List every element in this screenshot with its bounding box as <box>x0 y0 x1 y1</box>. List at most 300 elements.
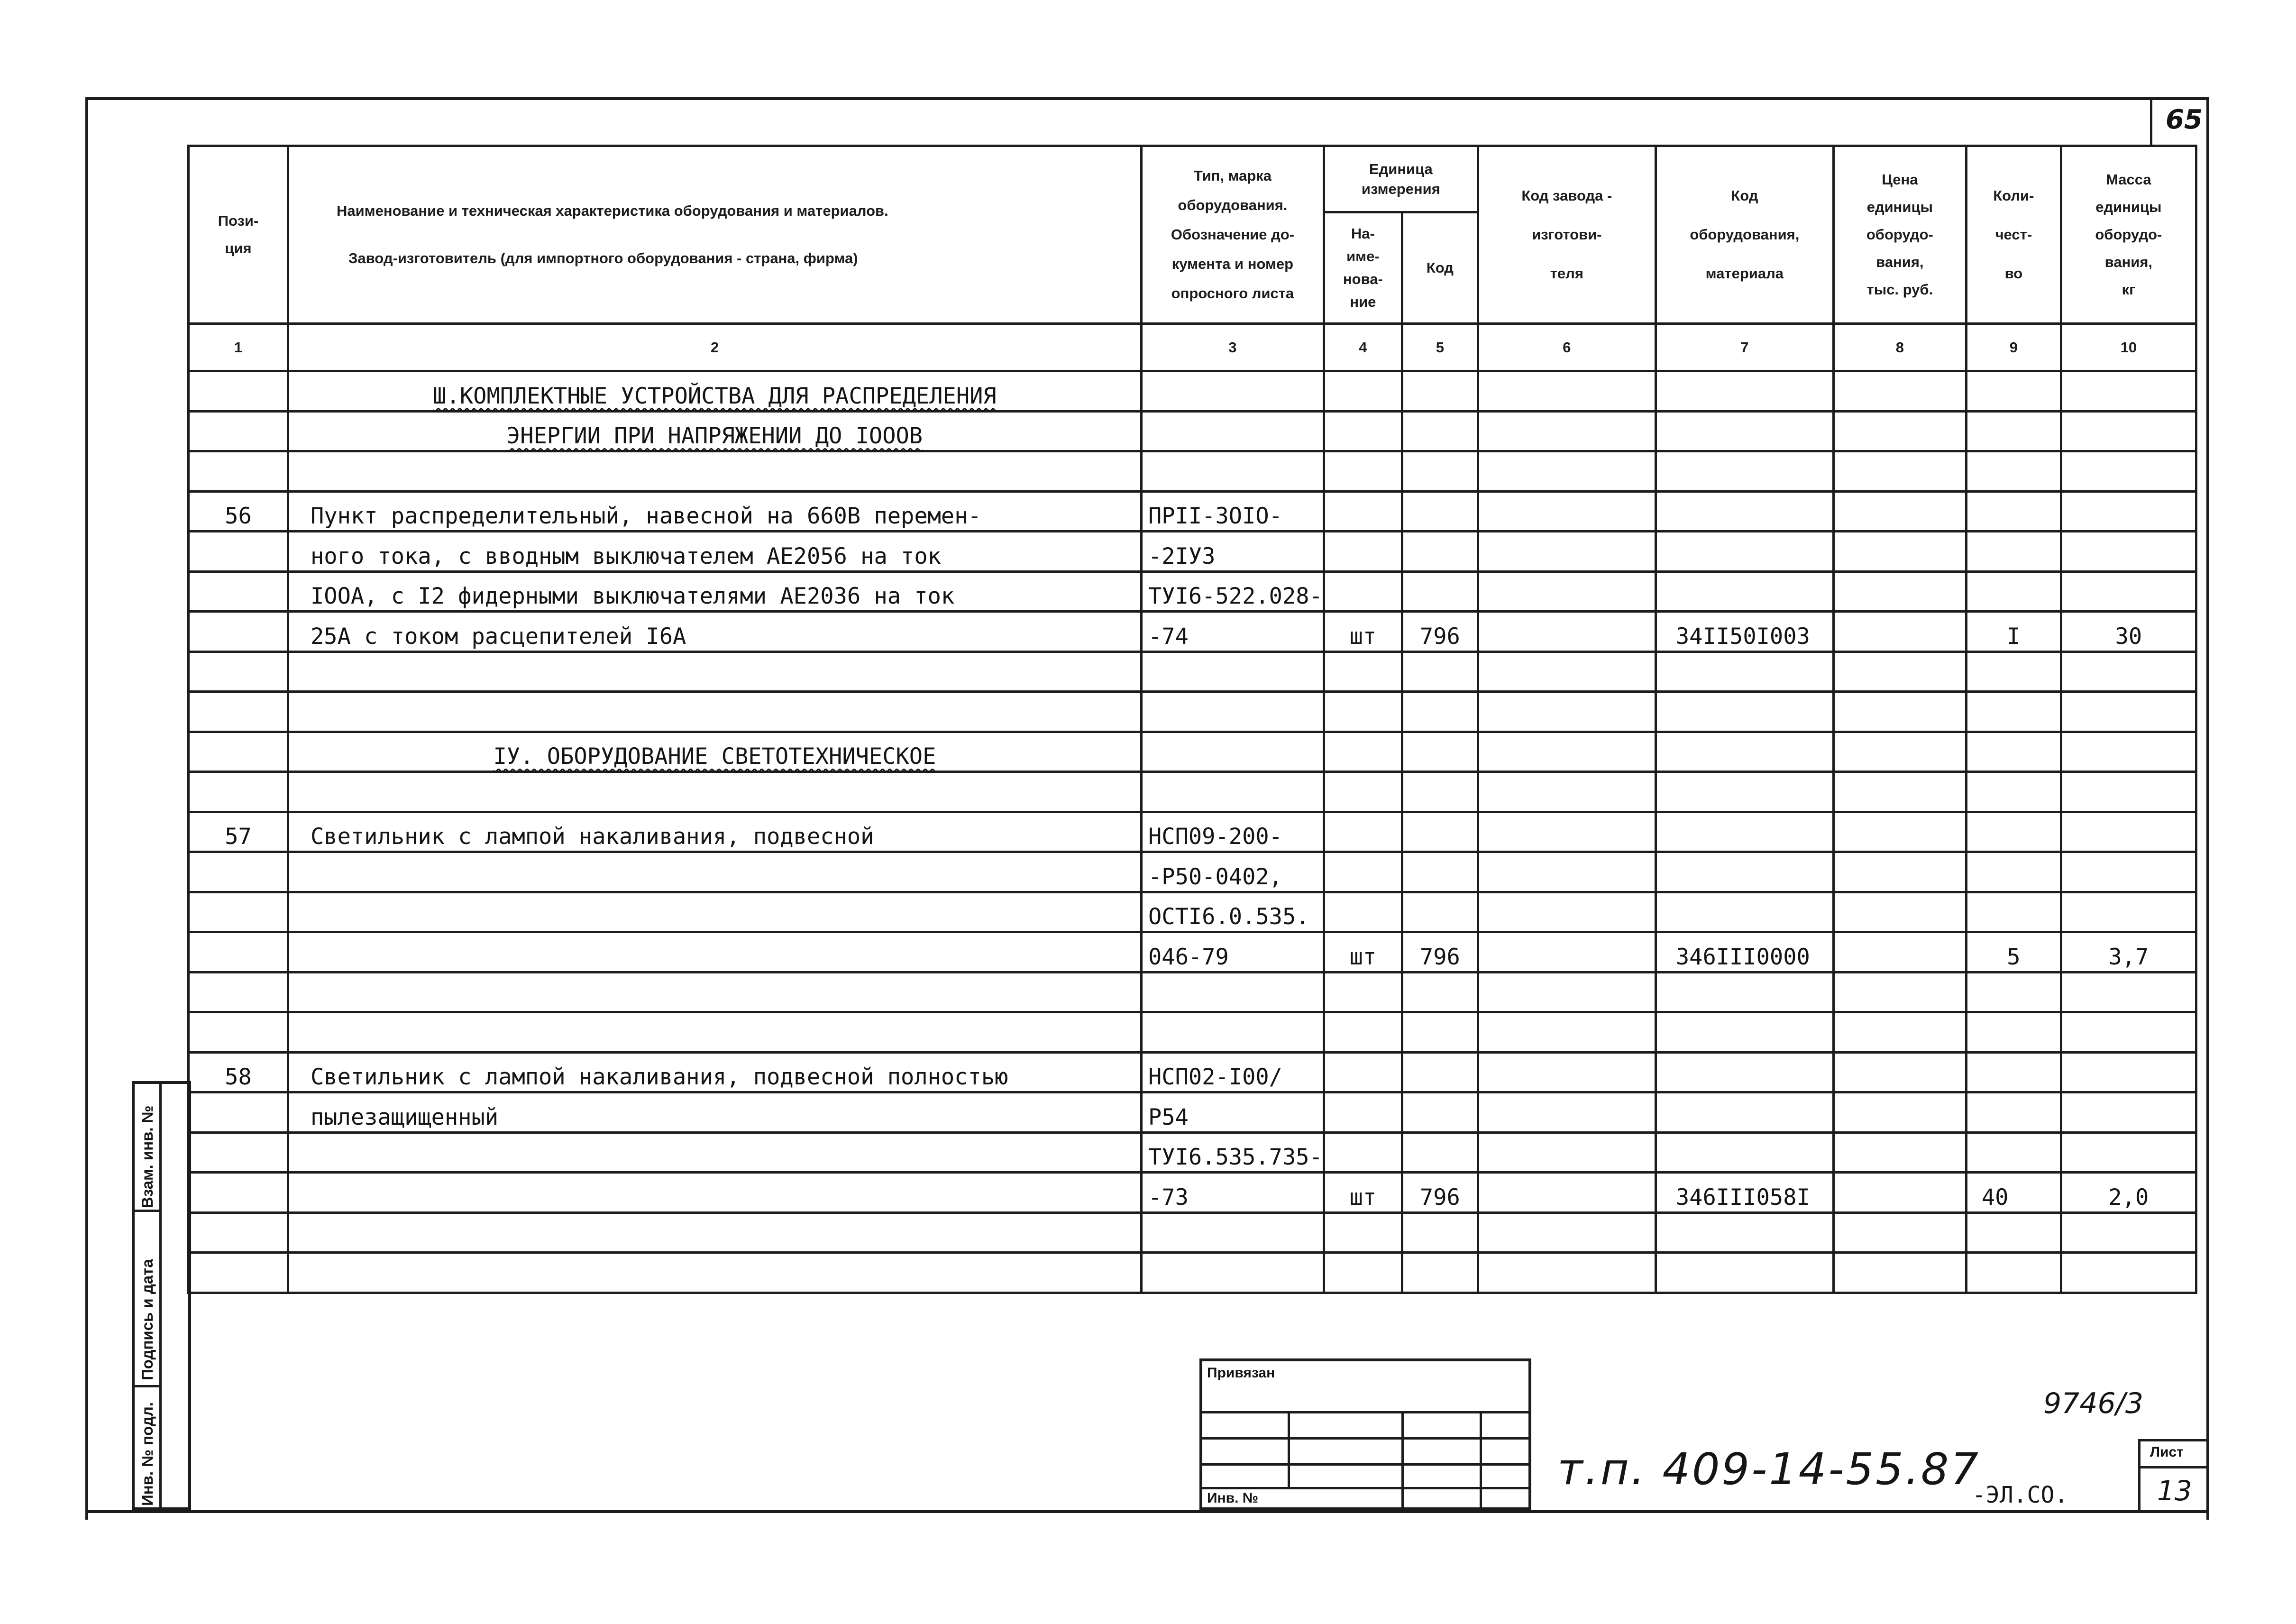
table-cell <box>288 491 1142 532</box>
table-cell <box>1142 1253 1324 1293</box>
cell-text <box>190 930 287 931</box>
table-cell <box>288 612 1142 652</box>
table-row <box>189 612 2196 652</box>
table-row <box>189 932 2196 973</box>
table-cell <box>1656 532 1833 572</box>
table-cell <box>1656 812 1833 852</box>
cell-text: 796 <box>1419 944 1460 970</box>
table-cell <box>1833 772 1966 812</box>
table-cell <box>2061 1173 2196 1213</box>
table-cell <box>189 532 288 572</box>
project-designation: т.п. 409-14-55.87 <box>1557 1444 1980 1495</box>
cell-text: 796 <box>1419 623 1460 650</box>
table-cell <box>1402 932 1478 973</box>
table-cell <box>1966 1253 2061 1293</box>
table-row <box>189 1092 2196 1133</box>
table-cell <box>1324 892 1402 932</box>
table-cell <box>1324 491 1402 532</box>
table-cell <box>1402 1253 1478 1293</box>
table-cell <box>2061 371 2196 412</box>
table-cell <box>189 1173 288 1213</box>
cell-text: шт <box>1349 944 1377 970</box>
table-cell <box>1966 571 2061 612</box>
cell-text: Пункт распределительный, навесной на 660В перемен- <box>311 503 981 529</box>
cell-text <box>190 650 287 651</box>
table-cell <box>189 892 288 932</box>
header-manufacturer-code: Код завода - изготови- теля <box>1478 146 1656 324</box>
cell-text <box>190 449 287 450</box>
table-cell <box>1142 451 1324 492</box>
table-cell <box>1656 732 1833 772</box>
cell-text <box>190 1130 287 1131</box>
table-cell <box>1478 1253 1656 1293</box>
table-row <box>189 1052 2196 1092</box>
table-cell <box>1833 1132 1966 1173</box>
table-cell <box>1966 371 2061 412</box>
table-cell <box>1656 1012 1833 1053</box>
cell-text <box>190 730 287 731</box>
table-cell <box>1966 1052 2061 1092</box>
table-cell <box>189 692 288 732</box>
table-cell <box>189 772 288 812</box>
table-cell <box>189 491 288 532</box>
cell-text: IOOA, с I2 фидерными выключателями АЕ2036 на ток <box>311 583 955 609</box>
table-row <box>189 1132 2196 1173</box>
cell-text: 5 <box>2007 944 2021 970</box>
table-cell <box>1402 892 1478 932</box>
table-cell <box>1478 571 1656 612</box>
cell-text: 34II50I003 <box>1675 623 1810 650</box>
table-cell <box>1402 772 1478 812</box>
table-cell <box>1966 1092 2061 1133</box>
cell-text: Светильник с лампой накаливания, подвесной <box>311 824 874 850</box>
table-cell <box>1478 892 1656 932</box>
table-cell <box>1324 411 1402 451</box>
table-cell <box>1656 1212 1833 1253</box>
table-cell <box>1324 932 1402 973</box>
table-cell <box>1656 1052 1833 1092</box>
table-cell <box>1833 411 1966 451</box>
cell-text: Р54 <box>1148 1104 1189 1130</box>
table-cell <box>1142 1173 1324 1213</box>
table-cell <box>1142 772 1324 812</box>
table-cell <box>1324 371 1402 412</box>
table-cell <box>2061 411 2196 451</box>
table-cell <box>1656 1253 1833 1293</box>
table-cell <box>189 571 288 612</box>
table-cell <box>189 932 288 973</box>
cell-text: Светильник с лампой накаливания, подвесной полностью <box>311 1064 1008 1090</box>
table-cell <box>288 1012 1142 1053</box>
sheet-number: 13 <box>2157 1475 2192 1507</box>
table-cell <box>1478 772 1656 812</box>
table-cell <box>1833 651 1966 692</box>
table-cell <box>1656 772 1833 812</box>
table-cell <box>2061 651 2196 692</box>
side-label-signature-date: Подпись и дата <box>138 1259 156 1380</box>
cell-text <box>190 1050 287 1051</box>
table-cell <box>288 932 1142 973</box>
table-cell <box>1966 1212 2061 1253</box>
cell-text: шт <box>1349 623 1377 650</box>
table-cell <box>189 972 288 1012</box>
table-cell <box>1966 972 2061 1012</box>
stamp-line <box>1401 1411 1404 1511</box>
cell-text: 57 <box>225 824 252 850</box>
table-cell <box>1402 1092 1478 1133</box>
table-cell <box>1142 692 1324 732</box>
equipment-spec-table <box>187 145 2197 1294</box>
table-cell <box>1656 571 1833 612</box>
table-cell <box>288 1052 1142 1092</box>
table-body <box>189 371 2196 1293</box>
cell-text <box>190 770 287 771</box>
table-cell <box>2061 571 2196 612</box>
table-cell <box>1966 411 2061 451</box>
cell-text: -Р50-0402, <box>1148 863 1282 890</box>
stamp-inv-label: Инв. № <box>1207 1490 1259 1506</box>
cell-text: НСП02-I00/ <box>1148 1064 1282 1090</box>
header-equipment-code: Код оборудования, материала <box>1656 146 1833 324</box>
header-unit-name: На- име- нова- ние <box>1324 212 1402 324</box>
table-row <box>189 812 2196 852</box>
table-cell <box>288 651 1142 692</box>
table-cell <box>1324 1132 1402 1173</box>
col-number: 4 <box>1324 324 1402 371</box>
table-row <box>189 972 2196 1012</box>
table-cell <box>1966 812 2061 852</box>
table-cell <box>1833 852 1966 892</box>
cell-text: ТУI6-522.028- <box>1148 583 1323 609</box>
table-cell <box>1142 972 1324 1012</box>
col-number: 7 <box>1656 324 1833 371</box>
table-cell <box>2061 1052 2196 1092</box>
col-number: 6 <box>1478 324 1656 371</box>
table-cell <box>1324 812 1402 852</box>
col-number: 9 <box>1966 324 2061 371</box>
table-cell <box>288 852 1142 892</box>
table-cell <box>189 451 288 492</box>
table-cell <box>1478 491 1656 532</box>
table-cell <box>288 972 1142 1012</box>
table-cell <box>288 532 1142 572</box>
table-cell <box>1324 571 1402 612</box>
table-cell <box>1833 1212 1966 1253</box>
cell-text: IУ. ОБОРУДОВАНИЕ СВЕТОТЕХНИЧЕСКОЕ <box>493 743 936 770</box>
table-row <box>189 772 2196 812</box>
page-number-box <box>2150 97 2209 145</box>
table-cell <box>1142 852 1324 892</box>
table-row <box>189 1212 2196 1253</box>
table-cell <box>2061 532 2196 572</box>
table-row <box>189 451 2196 492</box>
table-cell <box>2061 852 2196 892</box>
table-cell <box>189 1212 288 1253</box>
table-cell <box>1478 1132 1656 1173</box>
table-cell <box>1402 1132 1478 1173</box>
table-cell <box>1966 532 2061 572</box>
col-number: 3 <box>1142 324 1324 371</box>
cell-text: шт <box>1349 1184 1377 1211</box>
table-cell <box>1656 1092 1833 1133</box>
table-cell <box>2061 1212 2196 1253</box>
table-cell <box>1966 892 2061 932</box>
table-cell <box>2061 1132 2196 1173</box>
table-cell <box>1402 1173 1478 1213</box>
cell-text <box>190 489 287 490</box>
table-cell <box>1833 612 1966 652</box>
table-cell <box>1324 1212 1402 1253</box>
table-row <box>189 1012 2196 1053</box>
table-row <box>189 852 2196 892</box>
cell-text <box>190 970 287 971</box>
table-cell <box>2061 1012 2196 1053</box>
cell-text <box>190 569 287 570</box>
table-cell <box>1402 812 1478 852</box>
table-row <box>189 571 2196 612</box>
table-cell <box>1324 651 1402 692</box>
table-cell <box>1833 932 1966 973</box>
cell-text <box>190 689 287 690</box>
cell-text: 58 <box>225 1064 252 1090</box>
cell-text: 796 <box>1419 1184 1460 1211</box>
cell-text: НСП09-200- <box>1148 824 1282 850</box>
stamp-line <box>1480 1411 1482 1511</box>
cell-text: ОСТI6.0.535. <box>1148 904 1309 930</box>
table-cell <box>1324 972 1402 1012</box>
table-cell <box>1966 772 2061 812</box>
cell-text: ПРII-3OIO- <box>1148 503 1282 529</box>
table-cell <box>2061 1092 2196 1133</box>
sheet-box <box>2138 1439 2209 1513</box>
table-cell <box>189 1052 288 1092</box>
table-cell <box>1402 651 1478 692</box>
col-number: 1 <box>189 324 288 371</box>
table-row <box>189 491 2196 532</box>
table-cell <box>1142 1012 1324 1053</box>
cell-text <box>190 1010 287 1011</box>
stamp-bound-block <box>1199 1358 1531 1510</box>
table-cell <box>288 1092 1142 1133</box>
table-cell <box>1833 692 1966 732</box>
table-cell <box>1402 612 1478 652</box>
table-cell <box>288 571 1142 612</box>
table-cell <box>1656 1173 1833 1213</box>
table-cell <box>1324 1173 1402 1213</box>
table-cell <box>189 1012 288 1053</box>
table-cell <box>1656 651 1833 692</box>
table-cell <box>288 1253 1142 1293</box>
table-cell <box>1966 491 2061 532</box>
table-cell <box>1966 1132 2061 1173</box>
table-cell <box>1324 1092 1402 1133</box>
header-type: Тип, марка оборудования. Обозначение до- кумента и номер опросного листа <box>1142 146 1324 324</box>
table-row <box>189 1173 2196 1213</box>
sheet-box-line <box>2140 1466 2209 1468</box>
table-cell <box>1324 732 1402 772</box>
table-cell <box>1656 371 1833 412</box>
table-cell <box>1833 371 1966 412</box>
side-divider <box>159 1084 162 1508</box>
table-cell <box>2061 812 2196 852</box>
table-cell <box>1478 651 1656 692</box>
table-cell <box>1656 932 1833 973</box>
table-cell <box>1324 612 1402 652</box>
side-label-replace-inv: Взам. инв. № <box>138 1105 156 1208</box>
table-cell <box>189 812 288 852</box>
table-cell <box>1478 732 1656 772</box>
table-cell <box>288 692 1142 732</box>
table-cell <box>2061 1253 2196 1293</box>
table-cell <box>1142 1212 1324 1253</box>
cell-text: 346III0000 <box>1675 944 1810 970</box>
cell-text: 3,7 <box>2108 944 2149 970</box>
side-strip <box>132 1081 191 1510</box>
stamp-bound-label: Привязан <box>1207 1365 1275 1381</box>
table-cell <box>2061 451 2196 492</box>
table-cell <box>1324 1253 1402 1293</box>
table-cell <box>1966 651 2061 692</box>
table-cell <box>1656 451 1833 492</box>
table-cell <box>1656 411 1833 451</box>
table-cell <box>189 1092 288 1133</box>
side-label-original-inv: Инв. № подл. <box>138 1402 156 1506</box>
table-cell <box>1402 411 1478 451</box>
table-cell <box>1142 491 1324 532</box>
table-cell <box>1402 451 1478 492</box>
table-cell <box>1833 732 1966 772</box>
table-cell <box>1402 692 1478 732</box>
table-cell <box>2061 892 2196 932</box>
table-cell <box>1656 692 1833 732</box>
cell-text: ЭНЕРГИИ ПРИ НАПРЯЖЕНИИ ДО IOOOB <box>506 423 923 449</box>
cell-text: 30 <box>2115 623 2142 650</box>
cell-text <box>190 409 287 410</box>
cell-text: 046-79 <box>1148 944 1229 970</box>
table-row <box>189 892 2196 932</box>
table-cell <box>1478 1012 1656 1053</box>
header-price: Цена единицы оборудо- вания, тыс. руб. <box>1833 146 1966 324</box>
table-cell <box>288 371 1142 412</box>
cell-text <box>190 890 287 891</box>
page-number: 65 <box>2166 104 2203 135</box>
table-cell <box>2061 932 2196 973</box>
header-unit-group: Единица измерения <box>1324 146 1478 212</box>
table-cell <box>1402 1052 1478 1092</box>
table-cell <box>1478 411 1656 451</box>
table-row <box>189 692 2196 732</box>
table-cell <box>1966 852 2061 892</box>
table-cell <box>1402 732 1478 772</box>
table-cell <box>1656 972 1833 1012</box>
table-cell <box>1656 892 1833 932</box>
table-cell <box>1833 1092 1966 1133</box>
table-cell <box>1142 651 1324 692</box>
table-cell <box>1142 571 1324 612</box>
cell-text: I <box>2007 623 2021 650</box>
table-cell <box>1478 451 1656 492</box>
table-cell <box>2061 491 2196 532</box>
sheet-code: -ЭЛ.СО. <box>1972 1482 2068 1508</box>
table-cell <box>189 852 288 892</box>
table-cell <box>1142 371 1324 412</box>
cell-text: -73 <box>1148 1184 1189 1211</box>
table-cell <box>1966 692 2061 732</box>
table-cell <box>1478 1173 1656 1213</box>
cell-text: ного тока, с вводным выключателем АЕ2056 на ток <box>311 543 941 569</box>
table-row <box>189 532 2196 572</box>
table-cell <box>288 892 1142 932</box>
table-cell <box>1142 812 1324 852</box>
table-cell <box>189 371 288 412</box>
table-cell <box>1478 1052 1656 1092</box>
table-cell <box>1324 852 1402 892</box>
table-cell <box>1833 532 1966 572</box>
table-cell <box>1478 371 1656 412</box>
cell-text <box>190 609 287 610</box>
cell-text: 25А с током расцепителей I6А <box>311 623 686 650</box>
header-row-top <box>189 146 2196 212</box>
table-cell <box>1402 532 1478 572</box>
col-number: 8 <box>1833 324 1966 371</box>
table-cell <box>1478 812 1656 852</box>
table-cell <box>1478 1212 1656 1253</box>
col-number: 5 <box>1402 324 1478 371</box>
table-cell <box>1656 491 1833 532</box>
header-quantity: Коли- чест- во <box>1966 146 2061 324</box>
table-cell <box>1142 732 1324 772</box>
table-cell <box>1324 451 1402 492</box>
table-cell <box>2061 772 2196 812</box>
table-cell <box>1656 852 1833 892</box>
table-cell <box>189 732 288 772</box>
table-cell <box>1478 532 1656 572</box>
table-cell <box>1833 812 1966 852</box>
table-cell <box>1833 1173 1966 1213</box>
table-cell <box>1833 1253 1966 1293</box>
table-cell <box>1833 451 1966 492</box>
table-cell <box>2061 692 2196 732</box>
table-cell <box>1478 612 1656 652</box>
table-row <box>189 732 2196 772</box>
table-cell <box>1324 1052 1402 1092</box>
cell-text: Ш.КОМПЛЕКТНЫЕ УСТРОЙСТВА ДЛЯ РАСПРЕДЕЛЕНИЯ <box>433 383 997 409</box>
table-cell <box>189 1132 288 1173</box>
table-cell <box>2061 732 2196 772</box>
header-mass: Масса единицы оборудо- вания, кг <box>2061 146 2196 324</box>
table-cell <box>1833 892 1966 932</box>
table-cell <box>2061 612 2196 652</box>
cell-text: -2IУ3 <box>1148 543 1216 569</box>
table-cell <box>1656 612 1833 652</box>
cell-text: 346III058I <box>1675 1184 1810 1211</box>
cell-text <box>190 810 287 811</box>
table-cell <box>288 772 1142 812</box>
table-cell <box>189 651 288 692</box>
cell-text: пылезащищенный <box>311 1104 499 1130</box>
table-cell <box>189 612 288 652</box>
table-cell <box>1402 1012 1478 1053</box>
table-row <box>189 1253 2196 1293</box>
table-cell <box>1966 1173 2061 1213</box>
table-cell <box>1402 491 1478 532</box>
table-cell <box>1833 1012 1966 1053</box>
table-cell <box>1324 692 1402 732</box>
table-cell <box>189 1253 288 1293</box>
table-cell <box>1478 932 1656 973</box>
table-cell <box>288 1132 1142 1173</box>
header-unit-code: Код <box>1402 212 1478 324</box>
